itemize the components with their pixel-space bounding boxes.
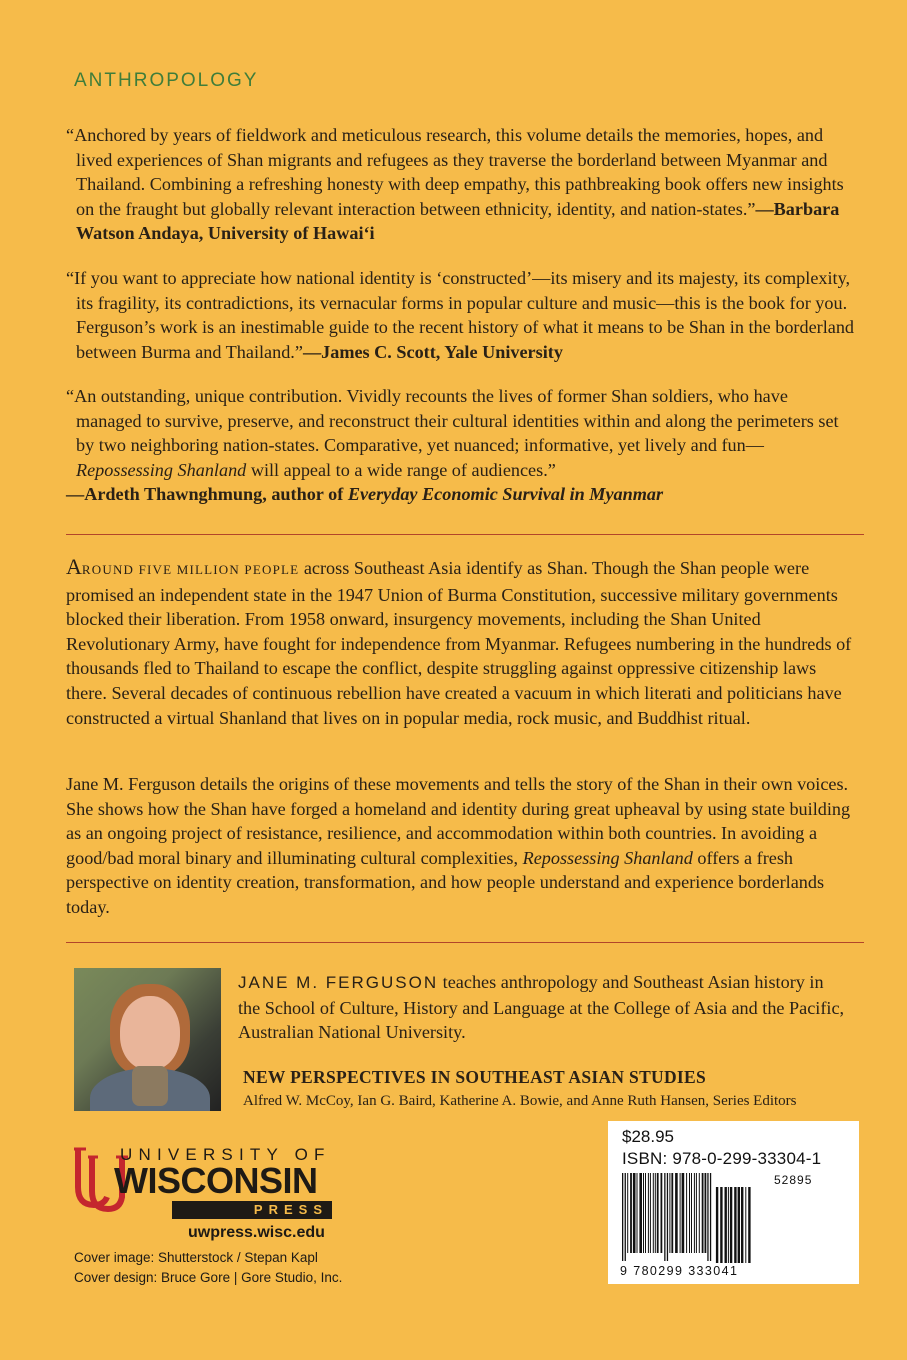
barcode-bar: [625, 1173, 626, 1261]
divider-bottom: [66, 942, 864, 943]
description-book-title: Repossessing Shanland: [522, 847, 693, 868]
barcode-bar: [622, 1173, 623, 1261]
blurb-quote-3: [66, 384, 856, 507]
barcode-bar: [639, 1173, 642, 1253]
publisher-url: uwpress.wisc.edu: [188, 1224, 325, 1241]
lead-in-smallcaps: ROUND FIVE MILLION PEOPLE: [81, 562, 300, 577]
barcode-bar: [667, 1173, 668, 1261]
drop-letter: A: [66, 554, 82, 579]
publisher-logo: [74, 1145, 344, 1225]
barcode-bar: [630, 1173, 632, 1253]
barcode-bar: [680, 1173, 681, 1253]
series-editors: Alfred W. McCoy, Ian G. Baird, Katherine A. Bowie, and Anne Ruth Hansen, Series Editors: [243, 1093, 797, 1109]
barcode-bar: [716, 1187, 718, 1263]
attribution-book-title: Everyday Economic Survival in Myanmar: [347, 484, 664, 505]
barcode-bar: [699, 1173, 700, 1253]
barcode-bar: [710, 1173, 711, 1261]
barcode-bar: [696, 1173, 697, 1253]
description-paragraph-2-text: Jane M. Ferguson details the origins of these movements and tells the story of the Shan in their own voices. She shows how the Shan have forged a homeland and identity during great upheaval by using state building as an ongoing project of resistance, resilience, and accommodation within both countries. In avoiding a good/bad moral binary and illuminating cultural complexities,: [66, 774, 851, 868]
barcode-bar: [705, 1173, 707, 1253]
author-bio: [238, 970, 848, 1045]
barcode-bar: [653, 1173, 654, 1253]
blurb-quote-1-text: “Anchored by years of fieldwork and meticulous research, this volume details the memories, hopes, and lived experiences of Shan migrants and refugees as they traverse the borderland between Myanmar and Thailand. Combining a refreshing honesty with deep empathy, this pathbreaking book offers new insights on the fraught but globally relevant interaction between ethnicity, identity, and nation-states.”: [66, 125, 844, 219]
barcode-bar: [694, 1173, 695, 1253]
barcode-addon-digits: 52895: [774, 1173, 813, 1187]
barcode-bar: [682, 1173, 685, 1253]
cover-image-credit: Cover image: Shutterstock / Stepan Kapl: [74, 1250, 318, 1265]
blurb-quote-1-attribution: —Barbara Watson Andaya, University of Hawai‘i: [76, 198, 840, 244]
barcode-bar: [655, 1173, 656, 1253]
barcode-bar: [730, 1187, 732, 1263]
barcode-bar: [702, 1173, 704, 1253]
barcode-bar: [661, 1173, 663, 1253]
barcode-digits: 9 780299 333041: [620, 1264, 739, 1278]
publisher-line-press: PRESS: [172, 1201, 332, 1219]
barcode-bar: [643, 1173, 644, 1253]
isbn: ISBN: 978-0-299-33304-1: [622, 1149, 822, 1168]
barcode-icon: [620, 1173, 850, 1265]
barcode-bar: [633, 1173, 636, 1253]
divider-top: [66, 534, 864, 535]
barcode-bar: [725, 1187, 727, 1263]
barcode-bar: [650, 1173, 651, 1253]
barcode-bar: [707, 1173, 708, 1261]
author-photo: [74, 968, 221, 1111]
barcode-bar: [648, 1173, 649, 1253]
description-paragraph-1-text: across Southeast Asia identify as Shan. Though the Shan people were promised an independent state in the 1947 Union of Burma Constitution, successive military governments blocked their liberation. From 1958 onward, insurgency movements, including the Shan United Revolutionary Army, have fought for independence from Myanmar. Refugees numbering in the hundreds of thousands fled to Thailand to escape the conflict, despite struggling against oppressive citizenship laws there. Several decades of continuous rebellion have created a vacuum in which literati and politicians have constructed a virtual Shanland that lives on in popular media, rock music, and Buddhist ritual.: [66, 558, 852, 728]
publisher-line-wisconsin: WISCONSIN: [114, 1160, 318, 1201]
description-paragraph-1: [66, 555, 856, 730]
barcode-bar: [675, 1173, 678, 1253]
barcode-bar: [637, 1173, 638, 1253]
blurb-quote-2-attribution: —James C. Scott, Yale University: [302, 341, 563, 362]
barcode-bar: [657, 1173, 659, 1253]
barcode-bar: [728, 1187, 729, 1263]
price: $28.95: [622, 1127, 674, 1146]
author-name: JANE M. FERGUSON: [238, 973, 439, 992]
series-title: NEW PERSPECTIVES IN SOUTHEAST ASIAN STUDIES: [243, 1067, 707, 1087]
blurb-quote-3-book-title: Repossessing Shanland: [76, 459, 247, 480]
barcode-bar: [748, 1187, 750, 1263]
barcode-bar: [627, 1173, 628, 1253]
barcode-bar: [745, 1187, 746, 1263]
barcode-bar: [734, 1187, 736, 1263]
barcode-bar: [645, 1173, 646, 1253]
publisher-line-university: UNIVERSITY OF: [120, 1145, 331, 1164]
barcode-bar: [669, 1173, 670, 1253]
attribution-prefix: —Ardeth Thawnghmung, author of: [66, 484, 348, 505]
category-label: ANTHROPOLOGY: [74, 70, 259, 91]
barcode-bar: [664, 1173, 665, 1261]
blurb-quote-1: [66, 123, 856, 246]
barcode-bar: [738, 1187, 740, 1263]
description-paragraph-2-text-end: offers a fresh perspective on identity creation, transformation, and how people understand and experience borderlands today.: [66, 847, 825, 917]
barcode-bar: [686, 1173, 687, 1253]
barcode-bar: [689, 1173, 690, 1253]
barcode-bar: [691, 1173, 692, 1253]
blurb-quote-2-text: “If you want to appreciate how national identity is ‘constructed’—its misery and its majesty, its complexity, its fragility, its contradictions, its vernacular forms in popular culture and music—this is the book for you. Ferguson’s work is an inestimable guide to the recent history of what it means to be Shan in the borderland between Burma and Thailand.”: [66, 268, 855, 362]
blurb-quote-3-text: “An outstanding, unique contribution. Vividly recounts the lives of former Shan soldiers, who have managed to survive, preserve, and reconstruct their cultural identities within and along the perimeters set by two neighboring nation-states. Comparative, yet nuanced; informative, yet lively and fun—: [66, 386, 839, 456]
blurb-quote-3-text-end: will appeal to a wide range of audiences.”: [246, 459, 556, 480]
cover-design-credit: Cover design: Bruce Gore | Gore Studio, Inc.: [74, 1270, 343, 1285]
barcode-box: [608, 1121, 859, 1284]
description-paragraph-2: [66, 772, 856, 920]
barcode-bar: [671, 1173, 673, 1253]
barcode-bar: [741, 1187, 743, 1263]
barcode-bar: [720, 1187, 722, 1263]
blurb-quote-3-attribution: [66, 482, 856, 507]
blurb-quote-2: [66, 266, 856, 364]
author-bio-text: teaches anthropology and Southeast Asian history in the School of Culture, History and Language at the College of Asia and the Pacific, Australian National University.: [238, 972, 845, 1043]
